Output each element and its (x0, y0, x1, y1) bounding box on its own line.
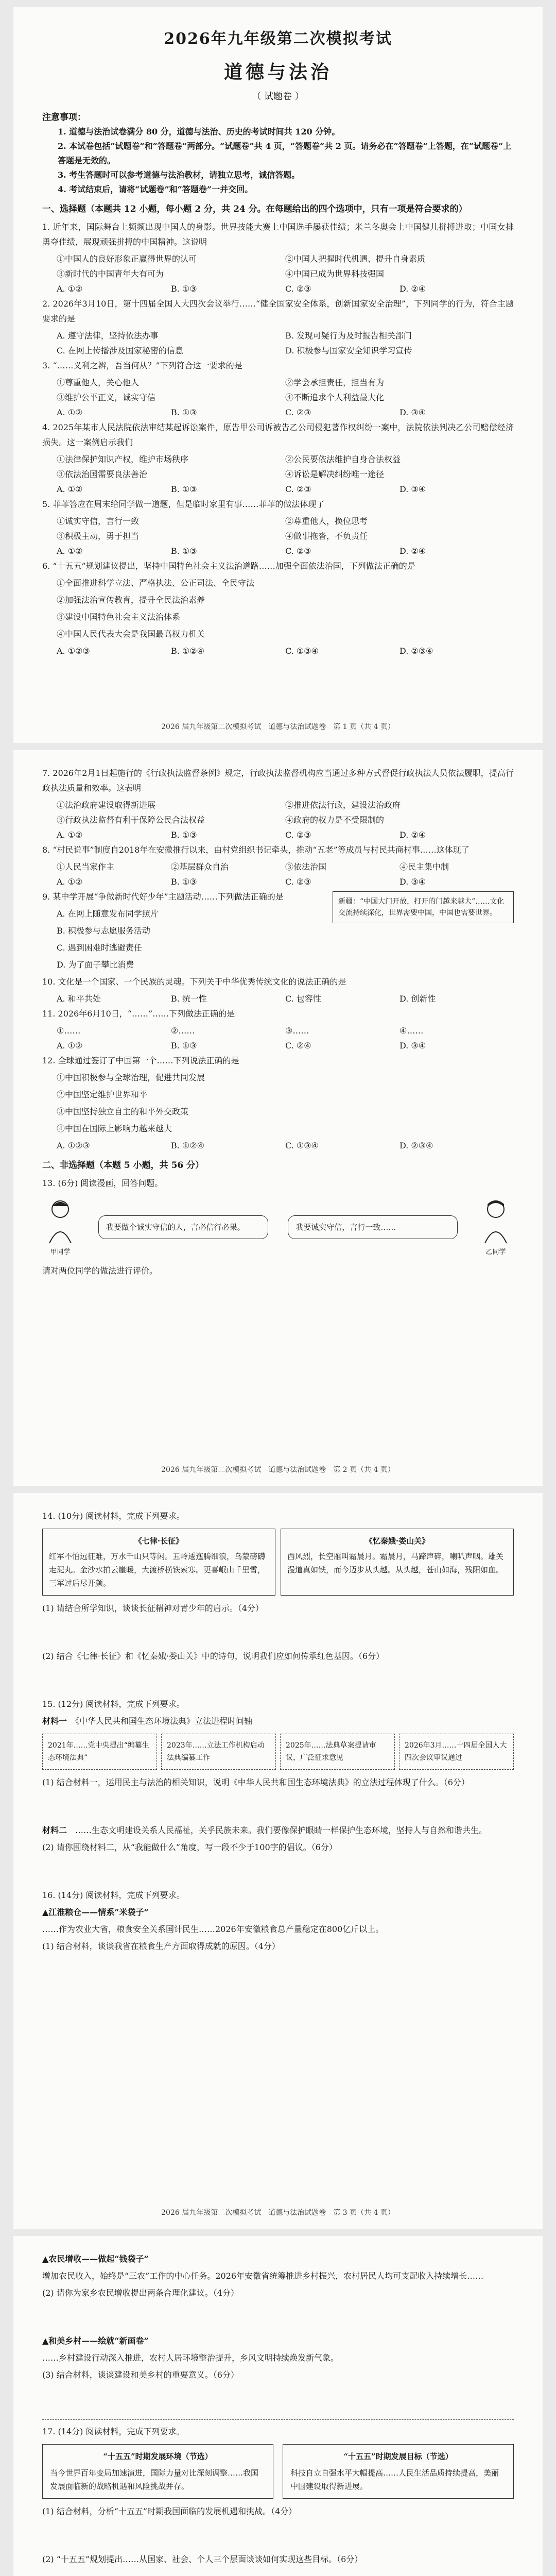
q7-item: ②推进依法行政，建设法治政府 (285, 800, 401, 810)
q9-option: A. 在网上随意发布同学照片 (57, 909, 159, 919)
q10-option: A. 和平共处 (57, 994, 101, 1004)
note-2: 2. 本试卷包括“试题卷”和“答题卷”两部分。“试题卷”共 4 页，“答题卷”共 2 页。请务必在“答题卷”上答题，在“试题卷”上答题是无效的。 (58, 141, 512, 165)
q16-sub-2: (2) 请你为家乡农民增收提出两条合理化建议。（4分） (42, 2288, 239, 2298)
question-13: 13. (6分) 阅读漫画，回答问题。 (42, 1178, 163, 1188)
timeline-step: 2026年3月……十四届全国人大四次会议审议通过 (399, 1734, 514, 1770)
student-left-icon (42, 1198, 78, 1244)
q16-text-3: ……乡村建设行动深入推进，农村人居环境整治提升，乡风文明持续焕发新气象。 (42, 2353, 339, 2363)
exam-page-2 (13, 750, 543, 1486)
student-left-name: 甲同学 (50, 1248, 71, 1256)
q12-item: ②中国坚定维护世界和平 (57, 1090, 148, 1099)
q2-option: D. 积极参与国家安全知识学习宣传 (285, 346, 412, 355)
poem-left-title: 《七律·长征》 (134, 1536, 184, 1546)
question-5: 5. 菲菲答应在周末给同学做一道题，但是临时家里有事……菲菲的做法体现了 (42, 499, 325, 509)
note-4: 4. 考试结束后，请将“试题卷”和“答题卷”一并交回。 (58, 184, 253, 194)
q7-option: C. ②③ (285, 830, 311, 840)
q1-item: ②中国人把握时代机遇、提升自身素质 (285, 254, 426, 264)
q6-option: A. ①②③ (57, 646, 90, 656)
section-nonchoice-title: 二、非选择题（本题 5 小题，共 56 分） (42, 1160, 204, 1171)
q3-option: B. ①③ (171, 408, 197, 417)
q5-item: ②尊重他人，换位思考 (285, 516, 368, 526)
q12-item: ③中国坚持独立自主的和平外交政策 (57, 1107, 189, 1116)
q17-sub-2: (2) “十五五”规划提出……从国家、社会、个人三个层面谈谈如何实现这些目标。（6分） (42, 2554, 363, 2564)
q4-item: ④诉讼是解决纠纷唯一途径 (285, 469, 385, 479)
poem-right-title: 《忆秦娥·娄山关》 (364, 1536, 430, 1546)
q11-item: ④…… (399, 1026, 424, 1036)
q8-option: D. ③④ (399, 877, 426, 887)
q8-item: ④民主集中制 (399, 862, 449, 872)
q11-option: B. ①③ (171, 1041, 197, 1050)
q14-sub-2: (2) 结合《七律·长征》和《忆秦娥·娄山关》中的诗句，说明我们应如何传承红色基因。（6分） (42, 1651, 385, 1661)
q16-text-2: 增加农民收入，始终是“三农”工作的中心任务。2026年安徽省统筹推进乡村振兴，农村居民人均可支配收入持续增长…… (42, 2271, 484, 2281)
q1-item: ①中国人的良好形象正赢得世界的认可 (57, 254, 197, 264)
q8-item: ①人民当家作主 (57, 862, 115, 872)
timeline-step: 2021年……党中央提出“编纂生态环境法典” (42, 1734, 157, 1770)
q16-heading-2: ▲农民增收——做起“钱袋子” (42, 2254, 149, 2264)
q1-option: D. ②④ (399, 284, 426, 294)
q12-option: A. ①②③ (57, 1141, 90, 1150)
q11-option: D. ③④ (399, 1041, 426, 1050)
q9-option: B. 积极参与志愿服务活动 (57, 926, 150, 936)
material-2-label: 材料二 (42, 1825, 67, 1835)
q16-heading: ▲江淮粮仓——情系“米袋子” (42, 1907, 149, 1917)
exam-page-4 (13, 2236, 543, 2576)
page-footer: 2026 届九年级第二次模拟考试 道德与法治试题卷 第 1 页（共 4 页） (161, 723, 395, 731)
exam-page-3 (13, 1493, 543, 2229)
q1-item: ③新时代的中国青年大有可为 (57, 269, 164, 279)
q3-item: ③维护公平正义，诚实守信 (57, 393, 156, 402)
page-footer: 2026 届九年级第二次模拟考试 道德与法治试题卷 第 2 页（共 4 页） (161, 1466, 395, 1474)
section-choice-title: 一、选择题（本题共 12 小题，每小题 2 分，共 24 分。在每题给出的四个选项中，只有一项是符合要求的） (42, 204, 467, 214)
q17-right-text: 科技自立自强水平大幅提高……人民生活品质持续提高，美丽中国建设取得新进展。 (290, 2468, 499, 2491)
q5-option: A. ①② (57, 546, 83, 556)
exam-title: 2026年九年级第二次模拟考试 (164, 30, 392, 48)
poem-right-text: 西风烈，长空雁叫霜晨月。霜晨月，马蹄声碎，喇叭声咽。雄关漫道真如铁，而今迈步从头越。从头越，苍山如海，残阳如血。 (287, 1552, 504, 1574)
q3-option: A. ①② (57, 408, 83, 417)
q17-materials (42, 2444, 514, 2499)
question-12: 12. 全球通过签订了中国第一个……下列说法正确的是 (42, 1056, 239, 1065)
student-right-figure (478, 1198, 514, 1256)
q3-item: ②学会承担责任，担当有为 (285, 378, 385, 387)
q16-heading-3: ▲和美乡村——绘就“新画卷” (42, 2336, 149, 2346)
q17-sub-1: (1) 结合材料，分析“十五五”时期我国面临的发展机遇和挑战。（4分） (42, 2506, 297, 2516)
q1-option: B. ①③ (171, 284, 197, 294)
q7-option: A. ①② (57, 830, 83, 840)
q7-item: ④政府的权力是不受限制的 (285, 815, 385, 825)
q4-item: ①法律保护知识产权，维护市场秩序 (57, 454, 189, 464)
speech-bubble-left: 我要做个诚实守信的人，言必信行必果。 (98, 1215, 268, 1239)
q15-timeline (42, 1734, 514, 1770)
exam-page-1 (13, 7, 543, 743)
q17-left-text: 当今世界百年变局加速演进，国际力量对比深刻调整……我国发展面临新的战略机遇和风险挑战并存。 (50, 2468, 259, 2491)
q15-sub-2: (2) 请你围绕材料二，从“我能做什么”角度，写一段不少于100字的倡议。（6分） (42, 1842, 337, 1852)
q5-item: ③积极主动，勇于担当 (57, 531, 140, 541)
q17-right-title: “十五五”时期发展目标（节选） (343, 2452, 453, 2461)
question-3: 3. “……义利之辨，吾当何从？”下列符合这一要求的是 (42, 361, 242, 370)
q6-option: D. ②③④ (399, 646, 433, 656)
poem-right (281, 1529, 514, 1596)
question-7: 7. 2026年2月1日起施行的《行政执法监督条例》规定，行政执法监督机构应当通过多种方式督促行政执法人员依法履职，提高行政执法质量和效率。这表明 (42, 768, 514, 793)
question-11: 11. 2026年6月10日，“……”……下列做法正确的是 (42, 1009, 235, 1019)
question-16: 16. (14分) 阅读材料，完成下列要求。 (42, 1890, 185, 1900)
q5-option: D. ②④ (399, 546, 426, 556)
q13-cartoon (42, 1198, 514, 1256)
q11-item: ①…… (57, 1026, 81, 1036)
q2-option: C. 在网上传播涉及国家秘密的信息 (57, 346, 183, 355)
q17-right-box (283, 2444, 514, 2499)
q11-item: ③…… (285, 1026, 309, 1036)
q9-option: D. 为了面子攀比消费 (57, 960, 134, 970)
q12-item: ④中国在国际上影响力越来越大 (57, 1124, 172, 1133)
q14-sub-1: (1) 请结合所学知识，谈谈长征精神对青少年的启示。（4分） (42, 1603, 264, 1613)
note-3: 3. 考生答题时可以参考道德与法治教材，请独立思考，诚信答题。 (58, 170, 300, 180)
q9-option: C. 遇到困难时逃避责任 (57, 943, 142, 953)
q3-item: ①尊重他人，关心他人 (57, 378, 140, 387)
q16-text: ……作为农业大省，粮食安全关系国计民生……2026年安徽粮食总产量稳定在800亿斤以上。 (42, 1924, 384, 1934)
q2-option: B. 发现可疑行为及时报告相关部门 (285, 331, 412, 341)
q3-item: ④不断追求个人利益最大化 (285, 393, 385, 402)
q16-sub-3: (3) 结合材料，谈谈建设和美乡村的重要意义。（6分） (42, 2370, 239, 2380)
q7-item: ①法治政府建设取得新进展 (57, 800, 156, 810)
q7-item: ③行政执法监督有利于保障公民合法权益 (57, 815, 205, 825)
q10-option: B. 统一性 (171, 994, 207, 1004)
q16-sub-1: (1) 结合材料，谈谈我省在粮食生产方面取得成就的原因。（4分） (42, 1941, 280, 1951)
q12-option: D. ②③④ (399, 1141, 433, 1150)
notes-title: 注意事项： (42, 112, 86, 123)
q12-option: B. ①②④ (171, 1141, 204, 1150)
q7-option: B. ①③ (171, 830, 197, 840)
q1-option: A. ①② (57, 284, 83, 294)
q1-item: ④中国已成为世界科技强国 (285, 269, 385, 279)
q17-left-box (42, 2444, 273, 2499)
q14-poems (42, 1529, 514, 1596)
q5-item: ①诚实守信，言行一致 (57, 516, 140, 526)
q5-option: C. ②③ (285, 546, 311, 556)
question-8: 8. “村民说事”制度自2018年在安徽推行以来，由村党组织书记牵头，推动“五老”等成员与村民共商村事……这体现了 (42, 845, 470, 855)
q4-item: ②公民要依法维护自身合法权益 (285, 454, 401, 464)
q10-material-box: 新疆：“中国大门开放，打开的门越来越大”……文化交流持续深化，世界需要中国，中国也需要世界。 (333, 891, 514, 923)
poem-left-text: 红军不怕远征难，万水千山只等闲。五岭逶迤腾细浪，乌蒙磅礴走泥丸。金沙水拍云崖暖，大渡桥横铁索寒。更喜岷山千里雪，三军过后尽开颜。 (49, 1552, 266, 1588)
q8-option: B. ①③ (171, 877, 197, 887)
q8-option: C. ②③ (285, 877, 311, 887)
q6-option: C. ①③④ (285, 646, 319, 656)
q12-item: ①中国积极参与全球治理，促进共同发展 (57, 1073, 205, 1082)
student-right-icon (478, 1198, 514, 1244)
material-2-text: ……生态文明建设关系人民福祉，关乎民族未来。我们要像保护眼睛一样保护生态环境，坚持人与自然和谐共生。 (75, 1825, 488, 1835)
q10-option: C. 包容性 (285, 994, 321, 1004)
q11-item: ②…… (171, 1026, 195, 1036)
page-footer: 2026 届九年级第二次模拟考试 道德与法治试题卷 第 3 页（共 4 页） (161, 2209, 395, 2217)
q4-option: D. ③④ (399, 484, 426, 494)
note-1: 1. 道德与法治试卷满分 80 分，道德与法治、历史的考试时间共 120 分钟。 (58, 127, 340, 137)
question-17: 17. (14分) 阅读材料，完成下列要求。 (42, 2427, 185, 2436)
material-1-label: 材料一 (42, 1716, 67, 1726)
q15-sub-1: (1) 结合材料一，运用民主与法治的相关知识，说明《中华人民共和国生态环境法典》的立法过程体现了什么。（6分） (42, 1777, 470, 1787)
q1-option: C. ②③ (285, 284, 311, 294)
q6-option: B. ①②④ (171, 646, 204, 656)
material-1-intro: 《中华人民共和国生态环境法典》立法进程时间轴 (75, 1716, 253, 1726)
question-1: 1. 近年来，国际舞台上频频出现中国人的身影。世界技能大赛上中国选手屡获佳绩；米兰冬奥会上中国健儿拼搏进取；中国女排勇夺佳绩，展现顽强拼搏的中国精神。这说明 (42, 222, 514, 247)
q10-option: D. 创新性 (399, 994, 436, 1004)
q8-item: ③依法治国 (285, 862, 327, 872)
question-15: 15. (12分) 阅读材料，完成下列要求。 (42, 1699, 185, 1709)
subject-title: 道德与法治 (223, 61, 332, 83)
q7-option: D. ②④ (399, 830, 426, 840)
q5-item: ④做事拖沓，不负责任 (285, 531, 368, 541)
q11-option: A. ①② (57, 1041, 83, 1050)
question-4: 4. 2025年某市人民法院依法审结某起诉讼案件，原告甲公司诉被告乙公司侵犯著作权纠纷一案中，法院依法判决乙公司赔偿经济损失。这一案例启示我们 (42, 422, 514, 447)
student-right-name: 乙同学 (485, 1248, 506, 1256)
question-10: 10. 文化是一个国家、一个民族的灵魂。下列关于中华优秀传统文化的说法正确的是 (42, 977, 346, 987)
timeline-step: 2025年……法典草案提请审议，广泛征求意见 (280, 1734, 395, 1770)
subtitle: （ 试题卷 ） (252, 91, 304, 102)
q6-item: ①全面推进科学立法、严格执法、公正司法、全民守法 (57, 578, 255, 588)
question-9: 9. 某中学开展“争做新时代好少年”主题活动……下列做法正确的是 (42, 892, 284, 902)
q2-option: A. 遵守法律，坚持依法办事 (57, 331, 159, 341)
q4-option: C. ②③ (285, 484, 311, 494)
q6-item: ④中国人民代表大会是我国最高权力机关 (57, 629, 205, 639)
q17-left-title: “十五五”时期发展环境（节选） (103, 2452, 213, 2461)
question-6: 6. “十五五”规划建议提出，坚持中国特色社会主义法治道路……加强全面依法治国，下列做法正确的是 (42, 561, 415, 571)
speech-bubble-right: 我要诚实守信，言行一致…… (288, 1215, 458, 1239)
poem-left (42, 1529, 275, 1596)
q4-option: B. ①③ (171, 484, 197, 494)
question-14: 14. (10分) 阅读材料，完成下列要求。 (42, 1511, 185, 1521)
q4-item: ③依法治国需要良法善治 (57, 469, 148, 479)
q12-option: C. ①③④ (285, 1141, 319, 1150)
student-left-figure (42, 1198, 78, 1256)
q5-option: B. ①③ (171, 546, 197, 556)
q8-option: A. ①② (57, 877, 83, 887)
q4-option: A. ①② (57, 484, 83, 494)
q6-item: ②加强法治宣传教育，提升全民法治素养 (57, 595, 205, 605)
q6-item: ③建设中国特色社会主义法治体系 (57, 612, 181, 622)
question-2: 2. 2026年3月10日，第十四届全国人大四次会议举行……“健全国家安全体系，创新国家安全治理”，下列同学的行为，符合主题要求的是 (42, 299, 514, 324)
q11-option: C. ②④ (285, 1041, 311, 1050)
q3-option: C. ②③ (285, 408, 311, 417)
q3-option: D. ③④ (399, 408, 426, 417)
q8-item: ②基层群众自治 (171, 862, 229, 872)
q13-ask: 请对两位同学的做法进行评价。 (42, 1266, 158, 1276)
timeline-step: 2023年……立法工作机构启动法典编纂工作 (161, 1734, 276, 1770)
